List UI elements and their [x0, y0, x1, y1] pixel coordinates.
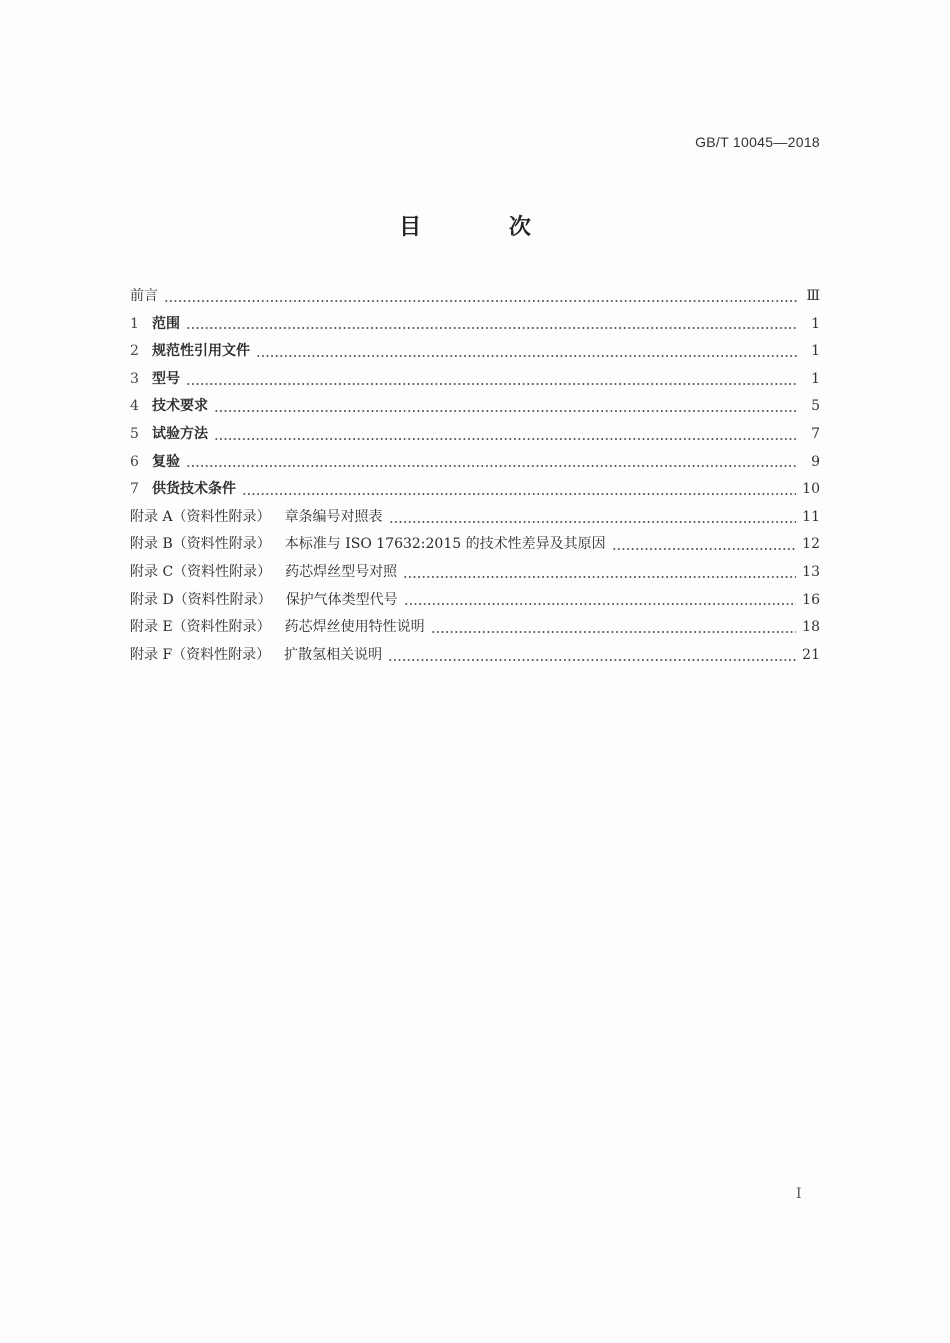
toc-annex-c[interactable]: [130, 559, 820, 587]
dot-leader: [186, 327, 798, 329]
toc-entry-number: 5: [130, 425, 139, 442]
toc-page-number: 12: [802, 536, 820, 553]
toc-entry-label: 技术要求: [152, 398, 208, 415]
toc-entry-6[interactable]: [130, 449, 820, 477]
toc-entry-label: 前言: [130, 288, 158, 304]
toc-entry-foreword[interactable]: [130, 283, 820, 311]
toc-entry-label: 供货技术条件: [152, 481, 236, 498]
dot-leader: [389, 521, 797, 523]
table-of-contents: [130, 283, 820, 669]
dot-leader: [214, 438, 798, 440]
toc-page-number: 9: [811, 453, 820, 470]
toc-entry-label: 规范性引用文件: [152, 343, 250, 360]
toc-entry-label: 试验方法: [152, 425, 208, 442]
dot-leader: [242, 493, 796, 495]
dot-leader: [186, 465, 798, 467]
toc-annex-d[interactable]: [130, 587, 820, 615]
toc-entry-number: 1: [130, 315, 139, 332]
page-title: 目 次: [399, 215, 571, 240]
annex-prefix: 附录 B（资料性附录）: [130, 536, 271, 553]
toc-entry-1[interactable]: [130, 311, 820, 339]
annex-title: 药芯焊丝型号对照: [285, 563, 398, 580]
dot-leader: [388, 659, 796, 661]
annex-title: 扩散氢相关说明: [284, 646, 383, 663]
toc-entry-label: 复验: [152, 453, 180, 470]
toc-page-number: Ⅲ: [806, 288, 820, 304]
toc-page-number: 1: [811, 315, 820, 332]
annex-prefix: 附录 C（资料性附录）: [130, 563, 272, 580]
annex-title: 药芯焊丝使用特性说明: [284, 619, 425, 636]
toc-entry-label: 范围: [152, 315, 180, 332]
dot-leader: [164, 300, 798, 302]
toc-page-number: 16: [802, 591, 820, 608]
toc-page-number: 11: [802, 508, 820, 525]
dot-leader: [404, 603, 796, 605]
toc-page-number: 10: [802, 481, 820, 498]
page-folio: I: [796, 1186, 802, 1202]
toc-page-number: 21: [802, 646, 820, 663]
toc-entry-4[interactable]: [130, 393, 820, 421]
toc-entry-2[interactable]: [130, 338, 820, 366]
toc-page-number: 5: [811, 398, 820, 415]
toc-annex-f[interactable]: [130, 642, 820, 670]
toc-entry-number: 6: [130, 453, 139, 470]
annex-prefix: 附录 D（资料性附录）: [130, 591, 272, 608]
toc-entry-label: 型号: [152, 370, 180, 387]
dot-leader: [186, 383, 798, 385]
annex-prefix: 附录 E（资料性附录）: [130, 619, 271, 636]
annex-prefix: 附录 F（资料性附录）: [130, 646, 271, 663]
toc-page-number: 18: [802, 619, 820, 636]
toc-page-number: 1: [811, 343, 820, 360]
dot-leader: [214, 410, 798, 412]
annex-title: 章条编号对照表: [284, 508, 383, 525]
annex-title: 本标准与 ISO 17632:2015 的技术性差异及其原因: [284, 536, 606, 553]
dot-leader: [403, 576, 796, 578]
dot-leader: [612, 548, 797, 550]
toc-annex-e[interactable]: [130, 614, 820, 642]
dot-leader: [431, 631, 797, 633]
toc-entry-number: 3: [130, 370, 139, 387]
toc-entry-7[interactable]: [130, 476, 820, 504]
toc-entry-number: 4: [130, 398, 139, 415]
toc-entry-3[interactable]: [130, 366, 820, 394]
toc-page-number: 7: [811, 425, 820, 442]
toc-annex-b[interactable]: [130, 531, 820, 559]
toc-page-number: 1: [811, 370, 820, 387]
toc-entry-number: 7: [130, 481, 139, 498]
toc-annex-a[interactable]: [130, 504, 820, 532]
dot-leader: [256, 355, 798, 357]
toc-entry-number: 2: [130, 343, 139, 360]
annex-prefix: 附录 A（资料性附录）: [130, 508, 271, 525]
toc-page-number: 13: [802, 563, 820, 580]
annex-title: 保护气体类型代号: [285, 591, 398, 608]
standard-number: GB/T 10045—2018: [695, 134, 820, 150]
toc-entry-5[interactable]: [130, 421, 820, 449]
